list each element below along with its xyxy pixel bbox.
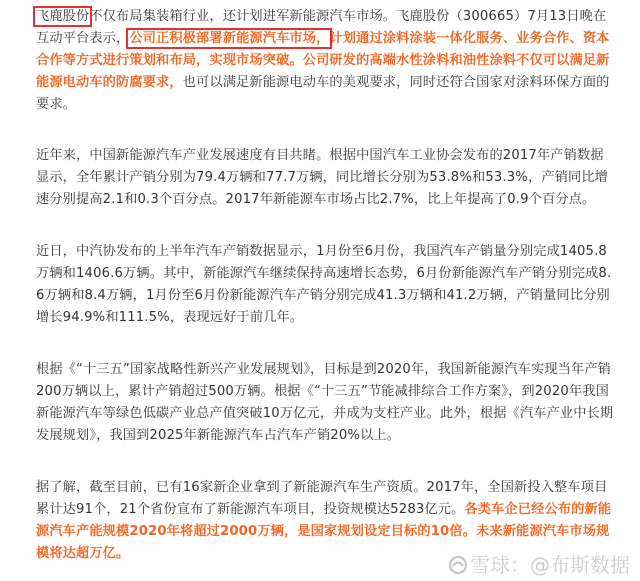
- new-energy-market-highlight: 公司正积极部署新能源汽车市场，: [129, 31, 330, 46]
- paragraph-1-text-b: 也可以满足新能源电动车的美观要求，同时还符合国家对涂料环保方面的要求。: [36, 75, 610, 112]
- paragraph-5: [36, 477, 616, 565]
- paragraph-1-text-a: 不仅布局集装箱行业，还计划进军新能源汽车市场。飞鹿股份（300665）7月13日晚在互动平台表示，: [36, 9, 607, 46]
- paragraph-3: 近日，中汽协发布的上半年汽车产销数据显示，1月份至6月份，我国汽车产销量分别完成1405.8万辆和1406.6万辆。其中，新能源汽车继续保持高速增长态势，6月份新能源汽车产销分别完成8.6万辆和8.4万辆，1月份至6月份新能源汽车产销分别完成41.3万辆和41.2万辆，产销量同比分别增长94.9%和111.5%，表现远好于前几年。: [36, 244, 612, 325]
- watermark-text: 雪球：@布斯数据: [470, 553, 630, 577]
- article-body: [36, 6, 616, 565]
- company-name-highlight: 飞鹿股份: [36, 9, 90, 24]
- paragraph-5-emphasis: 各类车企已经公布的新能源汽车产能规模2020年将超过2000万辆，是国家规划设定目标的10倍。未来新能源汽车市场规模将达超万亿。: [36, 502, 612, 561]
- paragraph-2: 近年来，中国新能源汽车产业发展速度有目共睹。根据中国汽车工业协会发布的2017年产销数据显示，全年累计产销分别为79.4万辆和77.7万辆，同比增长分别为53.8%和53.3%，产销同比增速分别提高2.1和0.3个百分点。2017年新能源车市场占比2.7%，比上年提高了0.9个百分点。: [36, 148, 609, 207]
- paragraph-1: [36, 6, 616, 116]
- paragraph-4: 根据《“十三五”国家战略性新兴产业发展规划》，目标是到2020年，我国新能源汽车实现当年产销200万辆以上，累计产销超过500万辆。根据《“十三五”节能减排综合工作方案》，到2020年我国新能源汽车等绿色低碳产业总产值突破10万亿元，并成为支柱产业。此外，根据《汽车产业中长期发展规划》，我国到2025年新能源汽车占汽车产销20%以上。: [36, 362, 614, 443]
- paragraph-1-emphasis: 计划通过涂料涂装一体化服务、业务合作、资本合作等方式进行策划和布局，实现市场突破。公司研发的高端水性涂料和油性涂料不仅可以满足新能源电动车的防腐要求，: [36, 31, 610, 90]
- paragraph-5-text: 据了解，截至目前，已有16家新企业拿到了新能源汽车生产资质。2017年，全国新投入整车项目累计达91个，21个省份宣布了新能源汽车项目，投资规模达5283亿元。: [36, 480, 608, 517]
